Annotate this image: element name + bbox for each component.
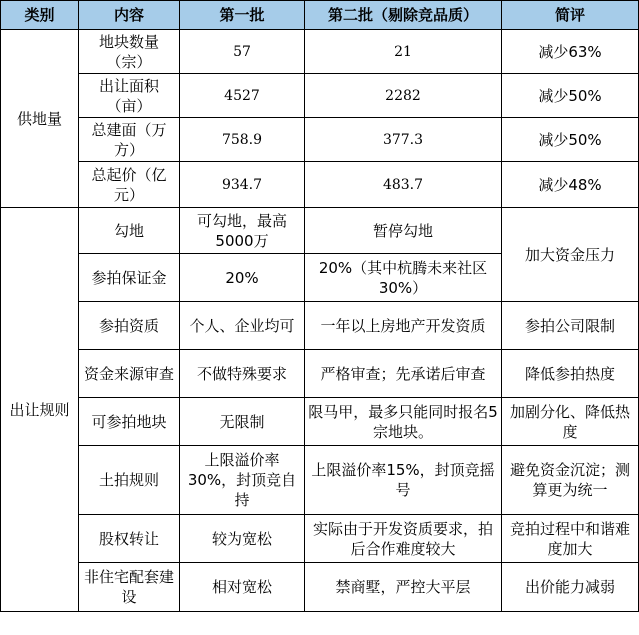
content-cell: 地块数量（宗） [79,30,180,74]
table-row [1,74,639,118]
content-cell: 股权转让 [79,515,180,563]
second-batch-cell: 限马甲，最多只能同时报名5宗地块。 [305,398,502,446]
second-batch-cell: 实际由于开发资质要求，拍后合作难度较大 [305,515,502,563]
comment-cell: 出价能力减弱 [502,563,639,612]
content-cell: 可参拍地块 [79,398,180,446]
first-batch-cell: 相对宽松 [180,563,305,612]
content-cell: 总建面（万方） [79,118,180,162]
comment-cell: 避免资金沉淀；测算更为统一 [502,446,639,515]
header-row [1,1,639,30]
second-batch-cell: 上限溢价率15%，封顶竞摇号 [305,446,502,515]
first-batch-cell: 可勾地，最高5000万 [180,208,305,254]
table-row [1,118,639,162]
second-batch-cell: 严格审查；先承诺后审查 [305,350,502,398]
first-batch-cell: 758.9 [180,118,305,162]
second-batch-cell: 2282 [305,74,502,118]
second-batch-cell: 暂停勾地 [305,208,502,254]
content-cell: 总起价（亿元） [79,162,180,208]
header-category: 类别 [1,1,79,30]
comment-cell: 减少63% [502,30,639,74]
table-row [1,563,639,612]
first-batch-cell: 个人、企业均可 [180,302,305,350]
table-row [1,30,639,74]
table-row [1,446,639,515]
category-transfer-rules: 出让规则 [1,208,79,612]
table-row [1,208,639,254]
content-cell: 参拍资质 [79,302,180,350]
comment-cell: 降低参拍热度 [502,350,639,398]
second-batch-cell: 20%（其中杭腾未来社区30%） [305,254,502,302]
table-row [1,350,639,398]
comment-cell: 加大资金压力 [502,208,639,302]
second-batch-cell: 一年以上房地产开发资质 [305,302,502,350]
first-batch-cell: 较为宽松 [180,515,305,563]
comment-cell: 竞拍过程中和谐难度加大 [502,515,639,563]
category-land-supply: 供地量 [1,30,79,208]
second-batch-cell: 21 [305,30,502,74]
header-comment: 简评 [502,1,639,30]
second-batch-cell: 483.7 [305,162,502,208]
table-row [1,302,639,350]
comment-cell: 参拍公司限制 [502,302,639,350]
comment-cell: 减少50% [502,118,639,162]
header-first-batch: 第一批 [180,1,305,30]
comment-cell: 加剧分化、降低热度 [502,398,639,446]
content-cell: 非住宅配套建设 [79,563,180,612]
content-cell: 勾地 [79,208,180,254]
second-batch-cell: 377.3 [305,118,502,162]
first-batch-cell: 4527 [180,74,305,118]
first-batch-cell: 57 [180,30,305,74]
content-cell: 出让面积（亩） [79,74,180,118]
first-batch-cell: 934.7 [180,162,305,208]
header-content: 内容 [79,1,180,30]
table-row [1,515,639,563]
comment-cell: 减少50% [502,74,639,118]
first-batch-cell: 上限溢价率30%，封顶竞自持 [180,446,305,515]
header-second-batch: 第二批（剔除竞品质） [305,1,502,30]
table-row [1,398,639,446]
table-row [1,162,639,208]
content-cell: 资金来源审查 [79,350,180,398]
comment-cell: 减少48% [502,162,639,208]
first-batch-cell: 无限制 [180,398,305,446]
content-cell: 参拍保证金 [79,254,180,302]
first-batch-cell: 20% [180,254,305,302]
first-batch-cell: 不做特殊要求 [180,350,305,398]
content-cell: 土拍规则 [79,446,180,515]
second-batch-cell: 禁商墅，严控大平层 [305,563,502,612]
